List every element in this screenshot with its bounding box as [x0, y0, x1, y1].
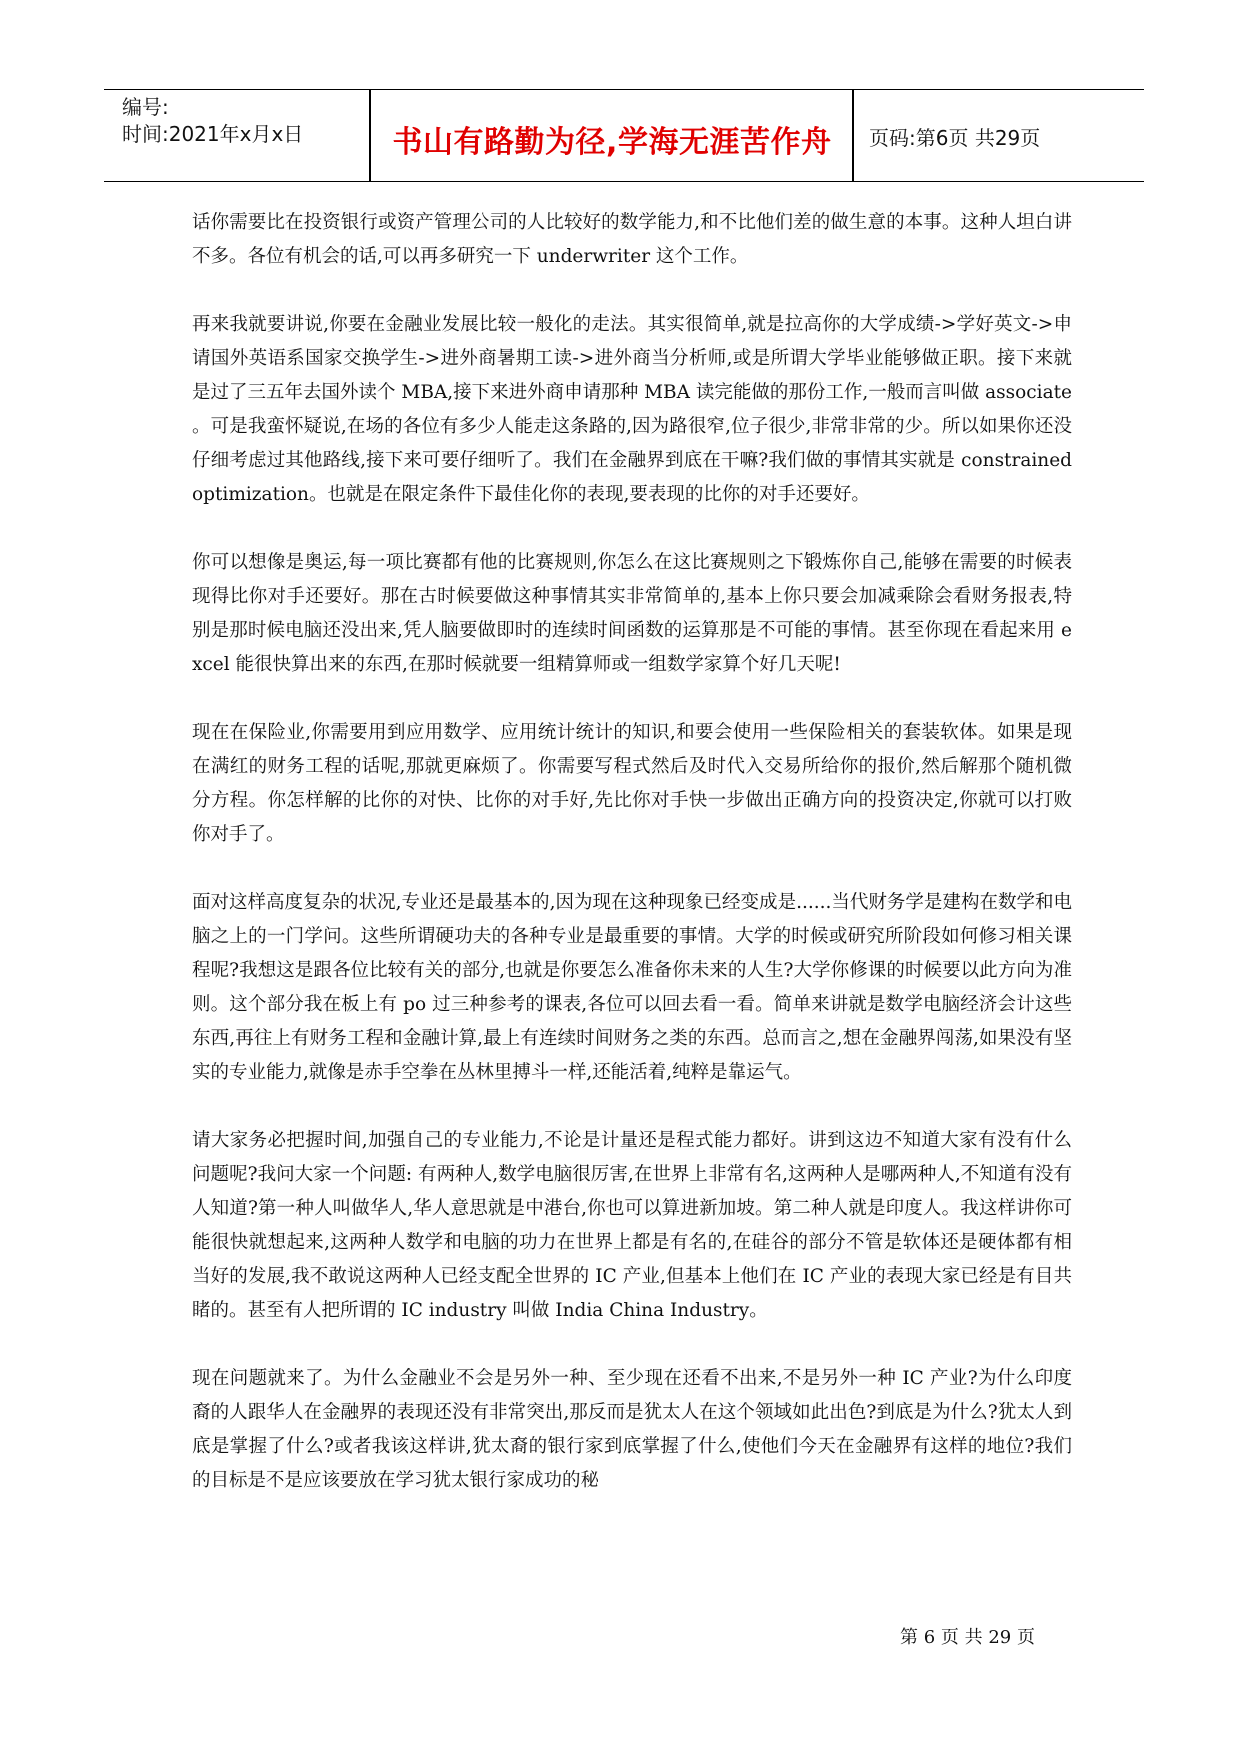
page-footer: 第 6 页 共 29 页 [900, 1627, 1035, 1648]
header-divider-right [852, 90, 854, 181]
page-header [104, 89, 1144, 182]
paragraph-6: 请大家务必把握时间,加强自己的专业能力,不论是计量还是程式能力都好。讲到这边不知道大家有没有什么问题呢?我问大家一个问题: 有两种人,数学电脑很厉害,在世界上非常有名,这两种人是哪两种人,不知道有没有人知道?第一种人叫做华人,华人意思就是中港台,你也可以算进新加坡。第二种人就是印度人。我这样讲你可能很快就想起来,这两种人数学和电脑的功力在世界上都是有名的,在硅谷的部分不管是软体还是硬体都有相当好的发展,我不敢说这两种人已经支配全世界的 IC 产业,但基本上他们在 IC 产业的表现大家已经是有目共睹的。甚至有人把所谓的 IC industry 叫做 India China Industry。 [192, 1130, 1072, 1321]
paragraph-4: 现在在保险业,你需要用到应用数学、应用统计统计的知识,和要会使用一些保险相关的套装软体。如果是现在满红的财务工程的话呢,那就更麻烦了。你需要写程式然后及时代入交易所给你的报价,然后解那个随机微分方程。你怎样解的比你的对快、比你的对手好,先比你对手快一步做出正确方向的投资决定,你就可以打败你对手了。 [192, 722, 1072, 845]
paragraph-5: 面对这样高度复杂的状况,专业还是最基本的,因为现在这种现象已经变成是......当代财务学是建构在数学和电脑之上的一门学问。这些所谓硬功夫的各种专业是最重要的事情。大学的时候或研究所阶段如何修习相关课程呢?我想这是跟各位比较有关的部分,也就是你要怎么准备你未来的人生?大学你修课的时候要以此方向为准则。这个部分我在板上有 po 过三种参考的课表,各位可以回去看一看。简单来讲就是数学电脑经济会计这些东西,再往上有财务工程和金融计算,最上有连续时间财务之类的东西。总而言之,想在金融界闯荡,如果没有坚实的专业能力,就像是赤手空拳在丛林里搏斗一样,还能活着,纯粹是靠运气。 [192, 892, 1072, 1083]
header-meta [118, 90, 373, 181]
header-divider-left [369, 90, 371, 181]
paragraph-1: 话你需要比在投资银行或资产管理公司的人比较好的数学能力,和不比他们差的做生意的本事。这种人坦白讲不多。各位有机会的话,可以再多研究一下 underwriter 这个工作。 [192, 212, 1072, 267]
paragraph-7: 现在问题就来了。为什么金融业不会是另外一种、至少现在还看不出来,不是另外一种 IC 产业?为什么印度裔的人跟华人在金融界的表现还没有非常突出,那反而是犹太人在这个领域如此出色?到底是为什么?犹太人到底是掌握了什么?或者我该这样讲,犹太裔的银行家到底掌握了什么,使他们今天在金融界有这样的地位?我们的目标是不是应该要放在学习犹太银行家成功的秘 [192, 1368, 1072, 1491]
paragraph-2: 再来我就要讲说,你要在金融业发展比较一般化的走法。其实很简单,就是拉高你的大学成绩->学好英文->申请国外英语系国家交换学生->进外商暑期工读->进外商当分析师,或是所谓大学毕业能够做正职。接下来就是过了三五年去国外读个 MBA,接下来进外商申请那种 MBA 读完能做的那份工作,一般而言叫做 associate 。可是我蛮怀疑说,在场的各位有多少人能走这条路的,因为路很窄,位子很少,非常非常的少。所以如果你还没仔细考虑过其他路线,接下来可要仔细听了。我们在金融界到底在干嘛?我们做的事情其实就是 constrained optimization。也就是在限定条件下最佳化你的表现,要表现的比你的对手还要好。 [192, 314, 1072, 505]
document-time: 时间:2021年x月x日 [122, 122, 304, 146]
header-motto: 书山有路勤为径,学海无涯苦作舟 [392, 125, 832, 160]
paragraph-3: 你可以想像是奥运,每一项比赛都有他的比赛规则,你怎么在这比赛规则之下锻炼你自己,能够在需要的时候表现得比你对手还要好。那在古时候要做这种事情其实非常简单的,基本上你只要会加减乘除会看财务报表,特别是那时候电脑还没出来,凭人脑要做即时的连续时间函数的运算那是不可能的事情。甚至你现在看起来用 excel 能很快算出来的东西,在那时候就要一组精算师或一组数学家算个好几天呢! [192, 552, 1072, 675]
header-page-info: 页码:第6页 共29页 [869, 126, 1041, 150]
document-number-label: 编号: [122, 95, 169, 119]
document-body [192, 206, 1072, 1532]
